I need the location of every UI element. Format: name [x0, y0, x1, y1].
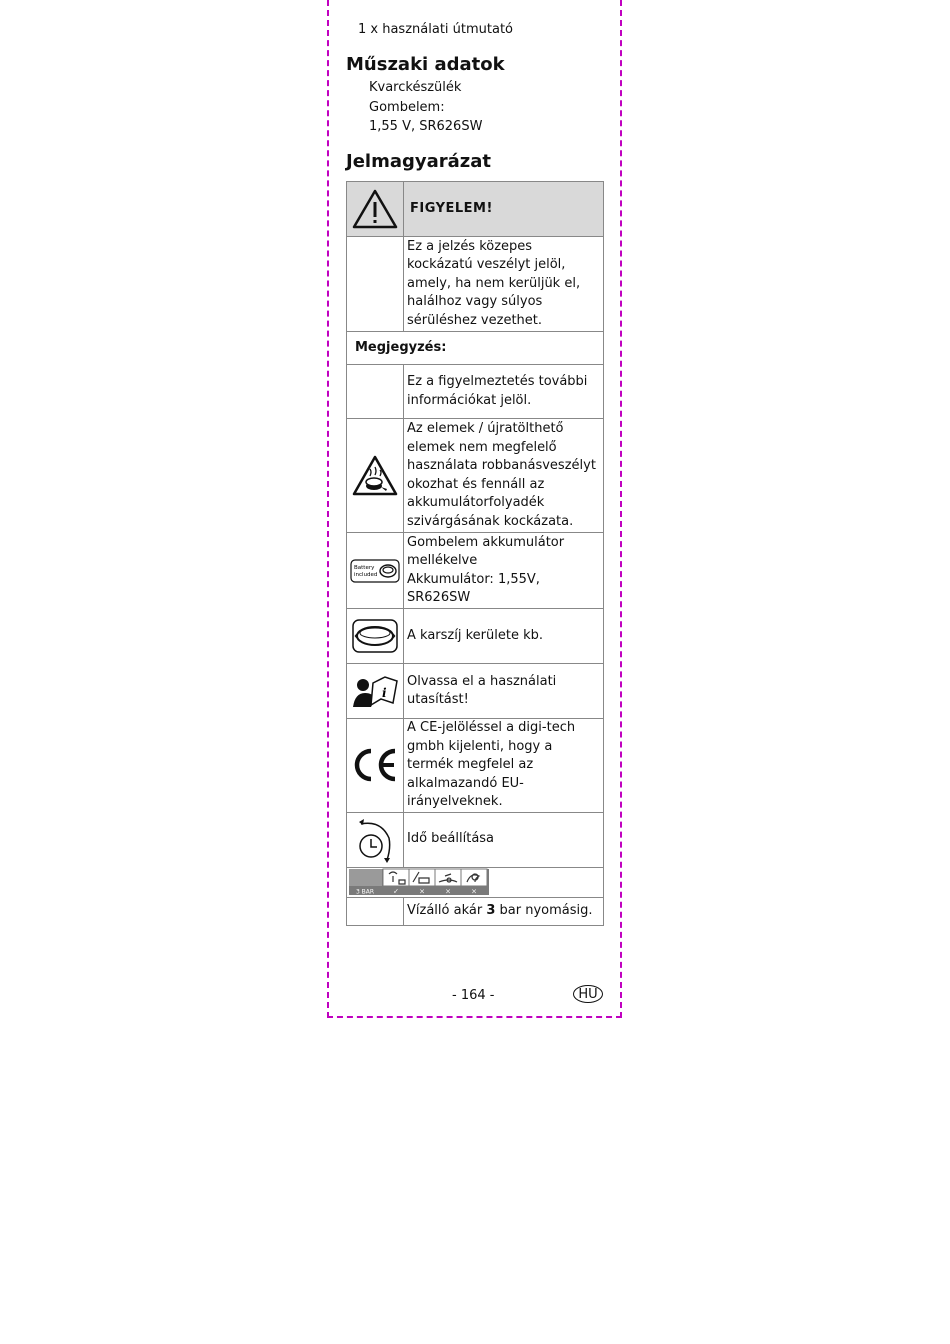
- water-mark-1: ✓: [393, 887, 399, 896]
- table-row: [347, 533, 604, 609]
- legend-heading: Jelmagyarázat: [346, 151, 491, 172]
- note-text: Ez a figyelmeztetés további információkat jelöl.: [404, 365, 604, 419]
- contents-line: 1 x használati útmutató: [358, 22, 514, 37]
- table-row: [347, 719, 604, 813]
- strap-text: A karszíj kerülete kb.: [404, 609, 604, 664]
- time-text: Idő beállítása: [404, 812, 604, 867]
- table-row: [347, 419, 604, 533]
- battery-icon-word-1: Battery: [354, 564, 375, 571]
- legend-table: [346, 181, 604, 926]
- tech-line-2: Gombelem:: [369, 100, 445, 115]
- page-number: - 164 -: [452, 988, 495, 1003]
- language-badge: HU: [573, 985, 603, 1003]
- table-row: [347, 365, 604, 419]
- manual-text: Olvassa el a használati utasítást!: [404, 664, 604, 719]
- battery-icon-word-2: included: [354, 571, 378, 578]
- battery-included-icon: [350, 559, 400, 583]
- tech-line-3: 1,55 V, SR626SW: [369, 119, 483, 134]
- warning-icon-cell: [347, 182, 404, 237]
- table-row: [347, 664, 604, 719]
- water-text: Vízálló akár 3 bar nyomásig.: [404, 897, 604, 925]
- warning-text: Ez a jelzés közepes kockázatú veszélyt jelöl, amely, ha nem kerüljük el, halálhoz vagy súlyos sérüléshez vezethet.: [404, 237, 604, 332]
- water-resistance-icon: [349, 868, 489, 896]
- battery-warning-text: Az elemek / újratölthető elemek nem megfelelő használata robbanásveszélyt okozhat és fennáll az akkumulátorfolyadék szivárgásának kockázata.: [404, 419, 604, 533]
- water-mark-2: ×: [419, 887, 425, 896]
- tech-line-1: Kvarckészülék: [369, 80, 462, 95]
- table-row: [347, 609, 604, 664]
- svg-text:i: i: [382, 686, 387, 700]
- table-row: [347, 812, 604, 867]
- table-row: [347, 897, 604, 925]
- wrist-strap-icon: [351, 618, 399, 654]
- battery-included-line-1: Gombelem akkumulátor mellékelve: [407, 534, 565, 568]
- table-row: [347, 182, 604, 237]
- ce-text: A CE-jelöléssel a digi-tech gmbh kijelenti, hogy a termék megfelel az alkalmazandó EU-irányelveknek.: [404, 719, 604, 813]
- table-row: [347, 237, 604, 332]
- table-row: [347, 867, 604, 897]
- water-mark-3: ×: [445, 887, 451, 896]
- read-manual-icon: [351, 673, 399, 709]
- note-label: Megjegyzés:: [347, 332, 604, 365]
- water-mark-4: ×: [471, 887, 477, 896]
- table-row: [347, 332, 604, 365]
- battery-included-line-2: Akkumulátor: 1,55V, SR626SW: [407, 571, 540, 605]
- time-setting-icon: [351, 816, 399, 864]
- water-depth-label: 3 BAR: [355, 888, 375, 896]
- warning-triangle-icon: [351, 188, 399, 230]
- warning-label: FIGYELEM!: [404, 182, 604, 237]
- battery-explosion-warning-icon: [351, 454, 399, 498]
- ce-mark-icon: [351, 747, 399, 783]
- tech-heading: Műszaki adatok: [346, 54, 505, 75]
